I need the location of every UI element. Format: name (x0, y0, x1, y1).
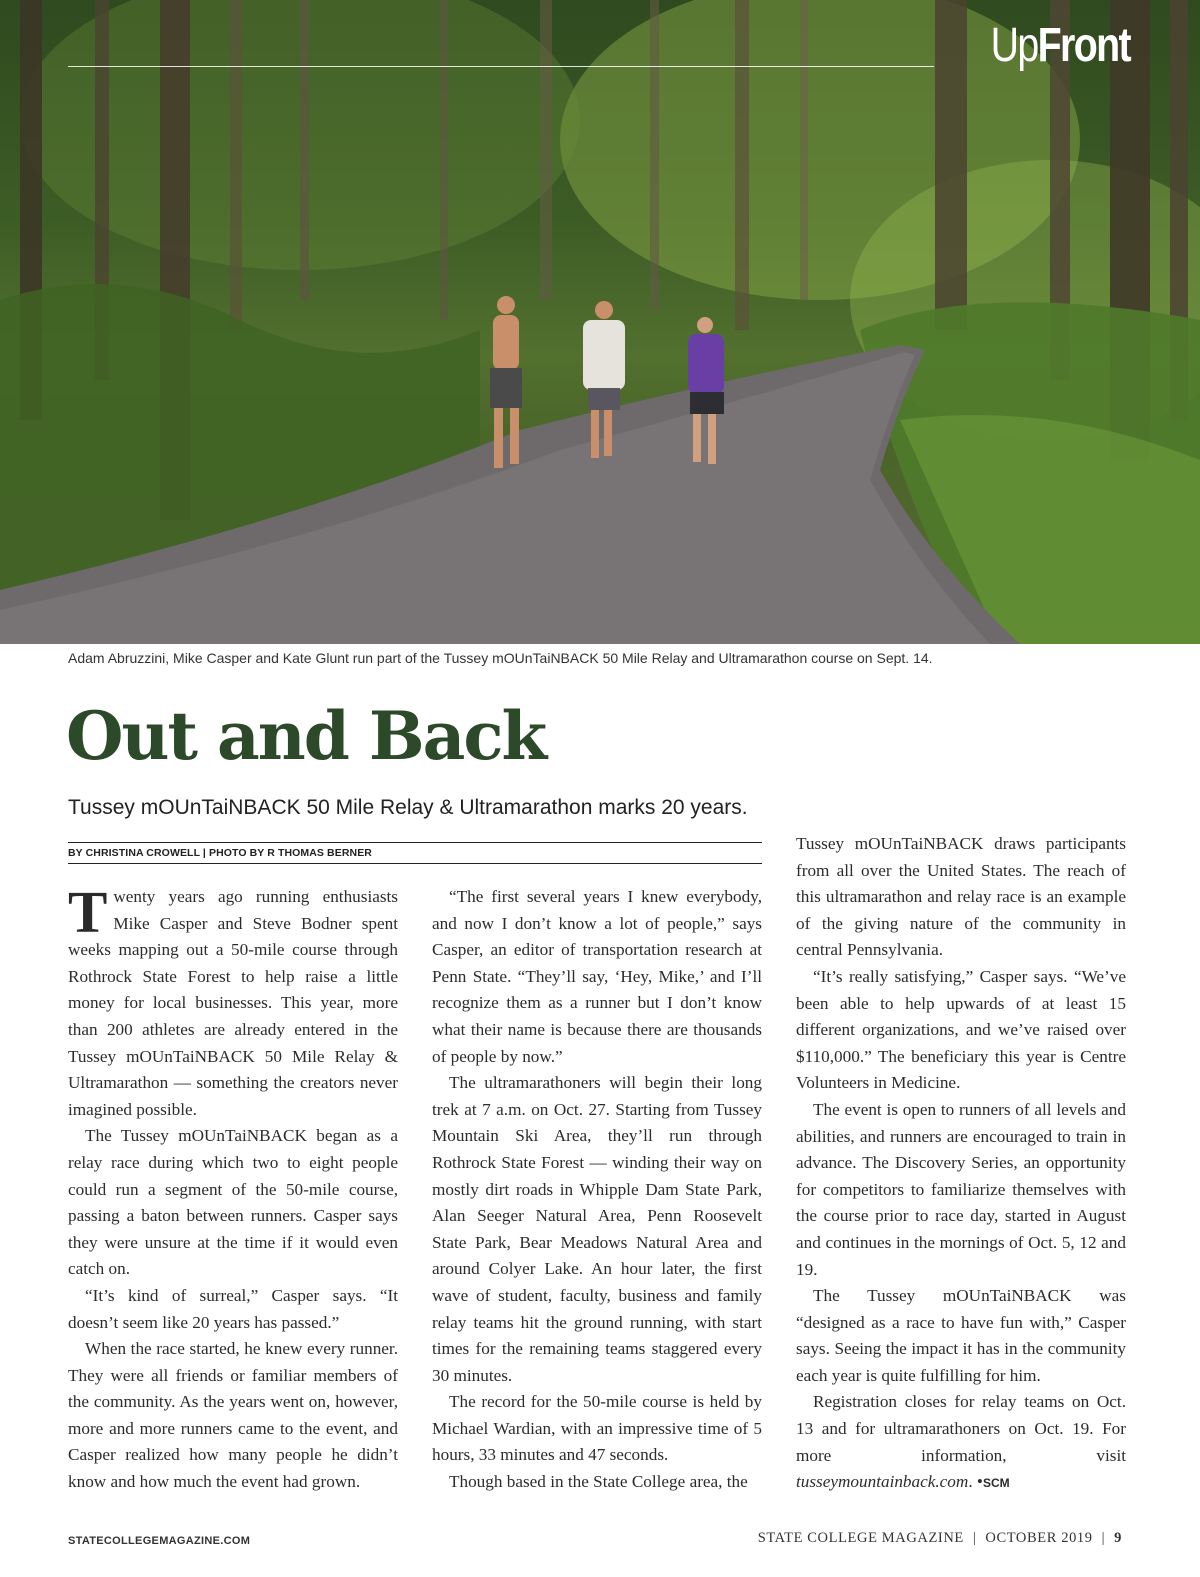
closing-after: . • (968, 1472, 983, 1492)
section-rule (68, 66, 934, 67)
paragraph: The Tussey mOUnTaiNBACK was “designed as a race to have fun with,” Casper says. Seeing the impact it has in the community each year is quite fulfilling for him. (796, 1286, 1126, 1385)
page-number: 9 (1114, 1530, 1122, 1546)
closing-paragraph (796, 1389, 1126, 1496)
section-flag (990, 19, 1130, 72)
byline: BY CHRISTINA CROWELL | PHOTO BY R THOMAS BERNER (68, 842, 762, 864)
forest-road-illustration (0, 0, 1200, 644)
closing-text: Registration closes for relay teams on Oct. 13 and for ultramarathoners on Oct. 19. For more information, visit (796, 1392, 1126, 1465)
paragraph: The ultramarathoners will begin their long trek at 7 a.m. on Oct. 27. Starting from Tussey Mountain Ski Area, they’ll run through Rothrock State Forest — winding their way on mostly dirt roads in Whipple Dam State Park, Alan Seeger Natural Area, Penn Roosevelt State Park, Bear Meadows Natural Area and around Colyer Lake. An hour later, the first wave of student, faculty, business and family relay teams hit the ground running, with start times for the remaining teams staggered every 30 minutes. (432, 1073, 762, 1385)
article-column-1 (68, 879, 398, 1496)
paragraph: “The first several years I knew everybody, and now I don’t know a lot of people,” says Casper, an editor of transportation research at Penn State. “They’ll say, ‘Hey, Mike,’ and I’ll recognize them as a runner but I don’t know what their name is because there are thousands of people by now.” (432, 887, 762, 1066)
paragraph-text: wenty years ago running enthusiasts Mike Casper and Steve Bodner spent weeks mapping out a 50-mile course through Rothrock State Forest to help raise a little money for local businesses. This year, more than 200 athletes are already entered in the Tussey mOUnTaiNBACK 50 Mile Relay & Ultramarathon — something the creators never imagined possible. (68, 887, 398, 1119)
paragraph: The event is open to runners of all levels and abilities, and runners are encouraged to train in advance. The Discovery Series, an opportunity for competitors to familiarize themselves with the course prior to race day, started in August and continues in the mornings of Oct. 5, 12 and 19. (796, 1099, 1126, 1279)
paragraph: The Tussey mOUnTaiNBACK began as a relay race during which two to eight people could run a segment of the 50-mile course, passing a baton between runners. Casper says they were unsure at the time if it would even catch on. (68, 1126, 398, 1279)
section-flag-bold: Front (1037, 19, 1130, 72)
article-headline: Out and Back (66, 697, 546, 775)
website-link[interactable]: tusseymountainback.com (796, 1472, 969, 1492)
paragraph: Tussey mOUnTaiNBACK draws participants from all over the United States. The reach of this ultramarathon and relay race is an example of the giving nature of the community in central Pennsylvania. (796, 834, 1126, 960)
footer-website[interactable]: STATECOLLEGEMAGAZINE.COM (68, 1535, 251, 1547)
footer-magazine: STATE COLLEGE MAGAZINE (757, 1530, 964, 1546)
article-column-2 (432, 884, 762, 1496)
end-mark: SCM (982, 1476, 1010, 1491)
paragraph: “It’s kind of surreal,” Casper says. “It doesn’t seem like 20 years has passed.” (68, 1285, 398, 1332)
paragraph: Though based in the State College area, the (449, 1472, 748, 1492)
photo-caption: Adam Abruzzini, Mike Casper and Kate Glunt run part of the Tussey mOUnTaiNBACK 50 Mile Relay and Ultramarathon course on Sept. 14. (68, 650, 933, 666)
section-flag-light: Up (990, 19, 1038, 72)
footer-issue: OCTOBER 2019 (985, 1530, 1093, 1546)
paragraph (68, 879, 398, 1123)
hero-photo (0, 0, 1200, 644)
footer-separator: | (1101, 1530, 1106, 1546)
footer-folio (758, 1530, 1122, 1547)
article-deck: Tussey mOUnTaiNBACK 50 Mile Relay & Ultramarathon marks 20 years. (68, 796, 748, 819)
paragraph: When the race started, he knew every runner. They were all friends or familiar members of the community. As the years went on, however, more and more runners came to the event, and Casper realized how many people he didn’t know and how much the event had grown. (68, 1339, 398, 1492)
paragraph: “It’s really satisfying,” Casper says. “We’ve been able to help upwards of at least 15 different organizations, and we’ve raised over $110,000.” The beneficiary this year is Centre Volunteers in Medicine. (796, 966, 1126, 1093)
article-column-3 (796, 831, 1126, 1497)
paragraph: The record for the 50-mile course is held by Michael Wardian, with an impressive time of 5 hours, 33 minutes and 47 seconds. (432, 1392, 762, 1465)
drop-cap: T (68, 879, 108, 945)
footer-separator: | (972, 1530, 977, 1546)
